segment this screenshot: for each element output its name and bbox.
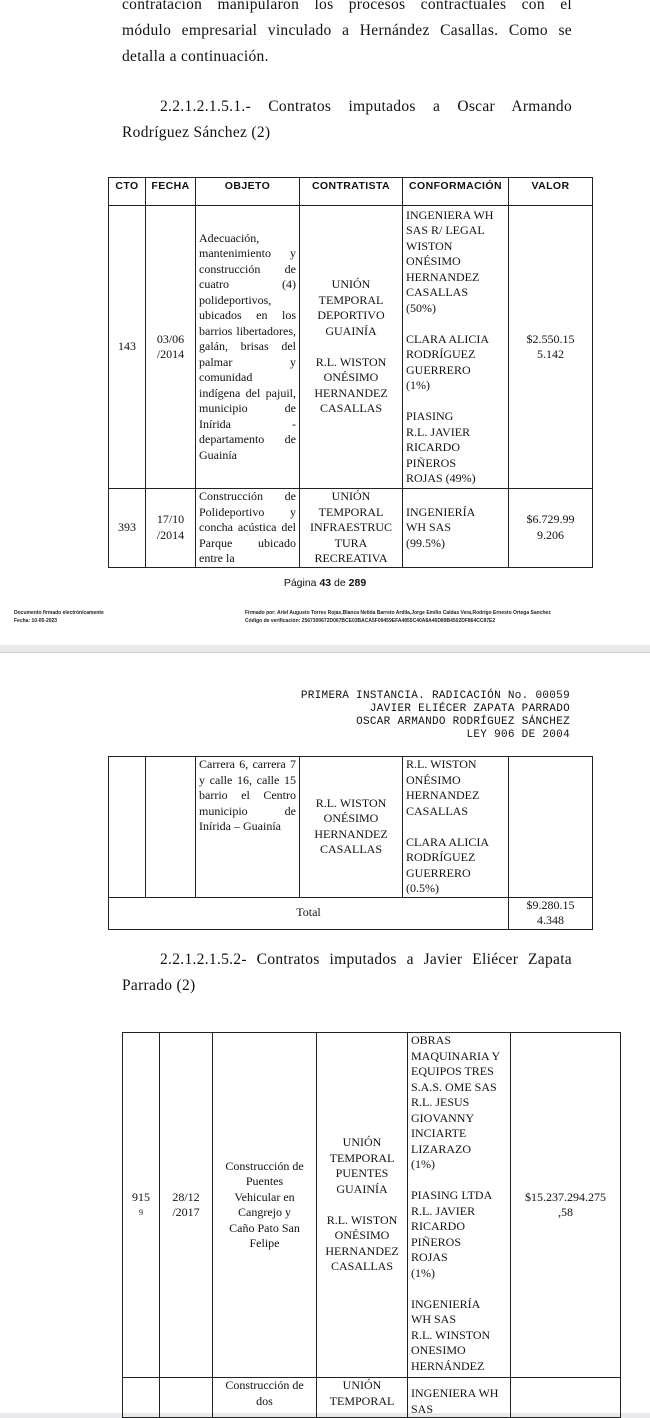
table-row [123, 1378, 621, 1418]
cell-valor: $15.237.294.275 ,58 [511, 1033, 621, 1378]
cell-contratista: UNIÓN TEMPORAL DEPORTIVO GUAINÍA R.L. WISTON ONÉSIMO HERNANDEZ CASALLAS [300, 206, 403, 489]
col-header-fecha: FECHA [146, 178, 196, 206]
col-header-objeto: OBJETO [196, 178, 300, 206]
intro-line: detalla a continuación. [122, 48, 269, 65]
cell-objeto: Construcción de Puentes Vehicular en Cangrejo y Caño Pato San Felipe [213, 1033, 317, 1378]
section-heading-2215-1-cont: Rodríguez Sánchez (2) [122, 124, 271, 141]
cell-valor-empty [509, 757, 593, 898]
table-row [123, 1033, 621, 1378]
section-heading-2215-2-cont: Parrado (2) [122, 977, 196, 994]
cell-objeto: Construcción de Polideportivo y concha acústica del Parque ubicado entre la [196, 489, 300, 568]
cell-cto-empty [109, 757, 146, 898]
intro-line: contratación manipularon los procesos contractuales con el [122, 0, 572, 13]
col-header-conformacion: CONFORMACIÓN [403, 178, 509, 206]
table-row-continued [109, 757, 593, 898]
cell-conformacion: INGENIERÍA WH SAS (99.5%) [403, 489, 509, 568]
cell-fecha: 03/06 /2014 [146, 206, 196, 489]
total-row [109, 897, 593, 929]
cell-fecha-empty [160, 1378, 213, 1418]
cell-contratista: UNIÓN TEMPORAL PUENTES GUAINÍA R.L. WISTON ONÉSIMO HERNANDEZ CASALLAS [317, 1033, 408, 1378]
cell-fecha-empty [146, 757, 196, 898]
cell-valor: $2.550.15 5.142 [509, 206, 593, 489]
page-43 [0, 0, 650, 645]
contracts-table-rodriguez-cont [108, 756, 593, 930]
cell-fecha: 17/10 /2014 [146, 489, 196, 568]
cell-valor: $6.729.99 9.206 [509, 489, 593, 568]
signature-block-right: Firmado por: Ariel Augusto Torres Rojas,Blanca Nelida Barreto Ardila,Jorge Emilio Caldas Vera,Rodrigo Ernesto Ortega Sanchez Código de verificación: 2567300672D067BCE03BACA5F09459EFA4855C40A8A46D89B4502DF864CC87E2 [245, 610, 551, 624]
col-header-contratista: CONTRATISTA [300, 178, 403, 206]
intro-line: módulo empresarial vinculado a Hernández Casallas. Como se [122, 22, 572, 39]
cell-contratista: UNIÓN TEMPORAL INFRAESTRUC TURA RECREATIVA [300, 489, 403, 568]
section-heading-2215-2: 2.2.1.2.1.5.2- Contratos imputados a Javier Eliécer Zapata [160, 951, 572, 968]
col-header-valor: VALOR [509, 178, 593, 206]
cell-objeto: Carrera 6, carrera 7 y calle 16, calle 15 barrio el Centro municipio de Inírida – Guainía [196, 757, 300, 898]
cell-valor-empty [511, 1378, 621, 1418]
contracts-table-zapata [122, 1032, 621, 1418]
cell-conformacion: OBRAS MAQUINARIA Y EQUIPOS TRES S.A.S. OME SAS R.L. JESUS GIOVANNY INCIARTE LIZARAZO (1%) PIASING LTDA R.L. JAVIER RICARDO PIÑEROS ROJAS (1%) INGENIERÍA WH SAS R.L. WINSTON ONESIMO HERNÁNDEZ [408, 1033, 511, 1378]
cell-cto: 143 [109, 206, 146, 489]
intro-paragraph [122, 0, 572, 70]
page-44 [0, 652, 650, 1416]
signature-block-left: Documento firmado electrónicamente Fecha: 10-05-2023 [14, 610, 104, 624]
table-header-row [109, 178, 593, 206]
running-header: PRIMERA INSTANCIA. RADICACIÓN No. 00059 JAVIER ELIÉCER ZAPATA PARRADO OSCAR ARMANDO RODRÍGUEZ SÁNCHEZ LEY 906 DE 2004 [300, 690, 570, 741]
col-header-cto: CTO [109, 178, 146, 206]
table-row [109, 206, 593, 489]
total-value: $9.280.15 4.348 [509, 897, 593, 929]
total-label: Total [109, 897, 509, 929]
cell-objeto: Construcción de dos [213, 1378, 317, 1418]
cell-objeto: Adecuación, mantenimiento y construcción de cuatro (4) polideportivos, ubicados en los barrios libertadores, galán, brisas del palmar y comunidad indígena del pajuil, municipio de Inírida - departamento de Guainía [196, 206, 300, 489]
cell-cto-empty [123, 1378, 160, 1418]
cell-conformacion: R.L. WISTON ONÉSIMO HERNANDEZ CASALLAS CLARA ALICIA RODRÍGUEZ GUERRERO (0.5%) [403, 757, 509, 898]
section-heading-2215-1: 2.2.1.2.1.5.1.- Contratos imputados a Oscar Armando [160, 98, 572, 115]
cell-conformacion: INGENIERA WH SAS R/ LEGAL WISTON ONÉSIMO HERNANDEZ CASALLAS (50%) CLARA ALICIA RODRÍGUEZ GUERRERO (1%) PIASING R.L. JAVIER RICARDO PIÑEROS ROJAS (49%) [403, 206, 509, 489]
cell-cto: 915 $^9$ [123, 1033, 160, 1378]
cell-cto: 393 [109, 489, 146, 568]
page-number: Página 43 de 289 [283, 577, 367, 589]
cell-fecha: 28/12 /2017 [160, 1033, 213, 1378]
contracts-table-rodriguez [108, 177, 593, 568]
cell-contratista: R.L. WISTON ONÉSIMO HERNANDEZ CASALLAS [300, 757, 403, 898]
cell-contratista: UNIÓN TEMPORAL [317, 1378, 408, 1418]
table-row [109, 489, 593, 568]
cell-conformacion: INGENIERA WH SAS [408, 1378, 511, 1418]
